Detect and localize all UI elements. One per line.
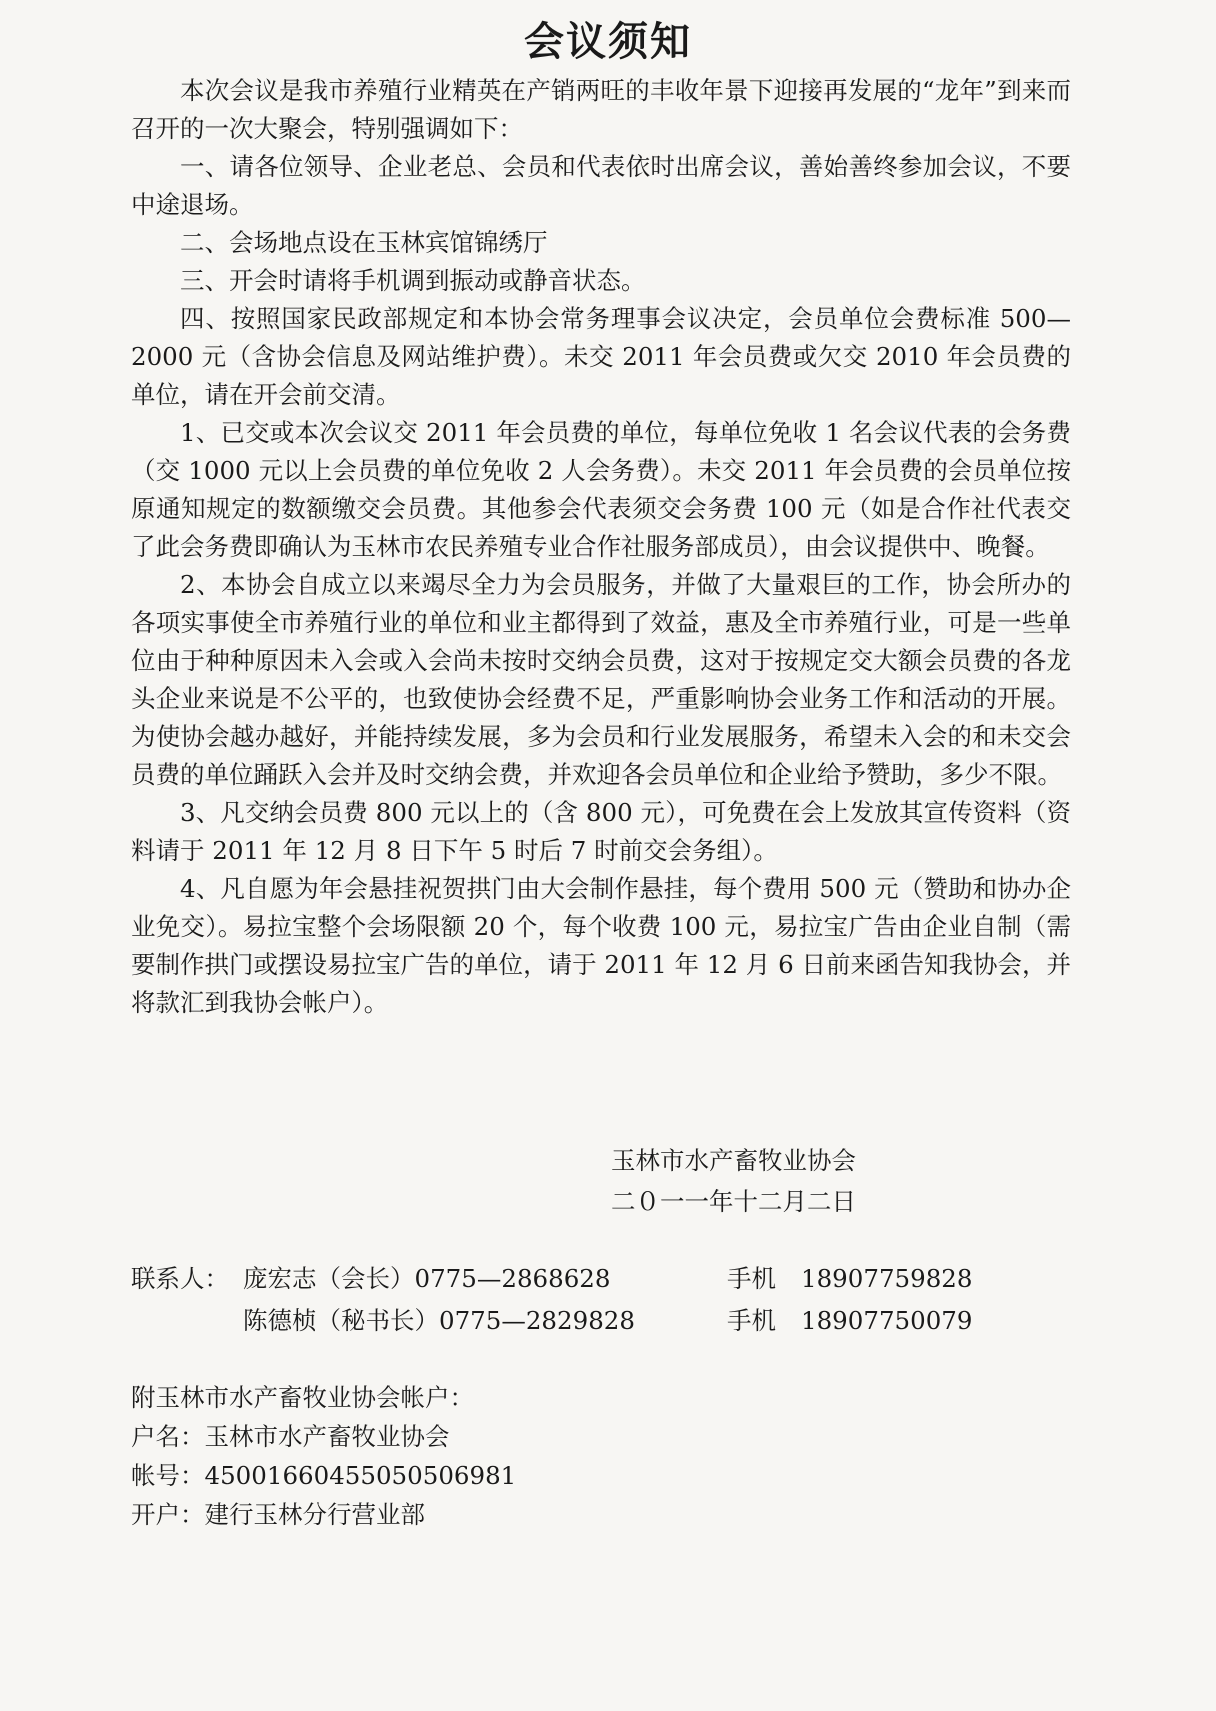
account-block <box>131 1378 516 1534</box>
account-number: 帐号：45001660455050506981 <box>131 1461 517 1490</box>
paragraph-item-2: 二、会场地点设在玉林宾馆锦绣厅 <box>180 228 548 257</box>
contacts-label: 联系人： <box>131 1264 229 1293</box>
paragraph-item-3: 三、开会时请将手机调到振动或静音状态。 <box>180 266 646 295</box>
document-title: 会议须知 <box>524 18 692 65</box>
paragraph-sub-2: 2、本协会自成立以来竭尽全力为会员服务，并做了大量艰巨的工作，协会所办的各项实事使全市养殖行业的单位和业主都得到了效益，惠及全市养殖行业，可是一些单位由于种种原因未入会或入会尚未按时交纳会员费，这对于按规定交大额会员费的各龙头企业来说是不公平的，也致使协会经费不足，严重影响协会业务工作和活动的开展。为使协会越办越好，并能持续发展，多为会员和行业发展服务，希望未入会的和未交会员费的单位踊跃入会并及时交纳会费，并欢迎各会员单位和企业给予赞助，多少不限。 <box>131 570 1071 789</box>
account-bank: 开户：建行玉林分行营业部 <box>131 1500 425 1529</box>
contact-mobile-label: 手机 <box>727 1264 776 1293</box>
contact-mobile: 18907759828 <box>801 1264 973 1293</box>
signature-org: 玉林市水产畜牧业协会 <box>611 1146 856 1175</box>
contact-mobile-label: 手机 <box>727 1306 776 1335</box>
account-name: 户名：玉林市水产畜牧业协会 <box>131 1422 450 1451</box>
signature-block <box>611 1140 856 1222</box>
paragraph-intro: 本次会议是我市养殖行业精英在产销两旺的丰收年景下迎接再发展的“龙年”到来而召开的一次大聚会，特别强调如下： <box>131 76 1071 143</box>
paragraph-sub-4: 4、凡自愿为年会悬挂祝贺拱门由大会制作悬挂，每个费用 500 元（赞助和协办企业免交）。易拉宝整个会场限额 20 个，每个收费 100 元，易拉宝广告由企业自制（需要制作拱门或摆设易拉宝广告的单位，请于 2011 年 12 月 6 日前来函告知我协会，并将款汇到我协会帐户）。 <box>131 874 1071 1017</box>
signature-date: 二０一一年十二月二日 <box>611 1187 856 1216</box>
contact-person: 陈德桢（秘书长）0775—2829828 <box>243 1306 635 1335</box>
paragraph-item-1: 一、请各位领导、企业老总、会员和代表依时出席会议，善始善终参加会议，不要中途退场。 <box>131 152 1071 219</box>
contact-mobile: 18907750079 <box>801 1306 973 1335</box>
paragraph-sub-3: 3、凡交纳会员费 800 元以上的（含 800 元），可免费在会上发放其宣传资料（资料请于 2011 年 12 月 8 日下午 5 时后 7 时前交会务组）。 <box>131 798 1071 865</box>
paragraph-item-4: 四、按照国家民政部规定和本协会常务理事会议决定，会员单位会费标准 500—2000 元（含协会信息及网站维护费）。未交 2011 年会员费或欠交 2010 年会员费的单位，请在开会前交清。 <box>131 304 1071 409</box>
contact-person: 庞宏志（会长）0775—2868628 <box>243 1264 611 1293</box>
account-heading: 附玉林市水产畜牧业协会帐户： <box>131 1383 474 1412</box>
notice-body <box>131 72 1071 1022</box>
paragraph-sub-1: 1、已交或本次会议交 2011 年会员费的单位，每单位免收 1 名会议代表的会务费（交 1000 元以上会员费的单位免收 2 人会务费）。未交 2011 年会员费的会员单位按原通知规定的数额缴交会员费。其他参会代表须交会务费 100 元（如是合作社代表交了此会务费即确认为玉林市农民养殖专业合作社服务部成员），由会议提供中、晚餐。 <box>131 418 1071 561</box>
